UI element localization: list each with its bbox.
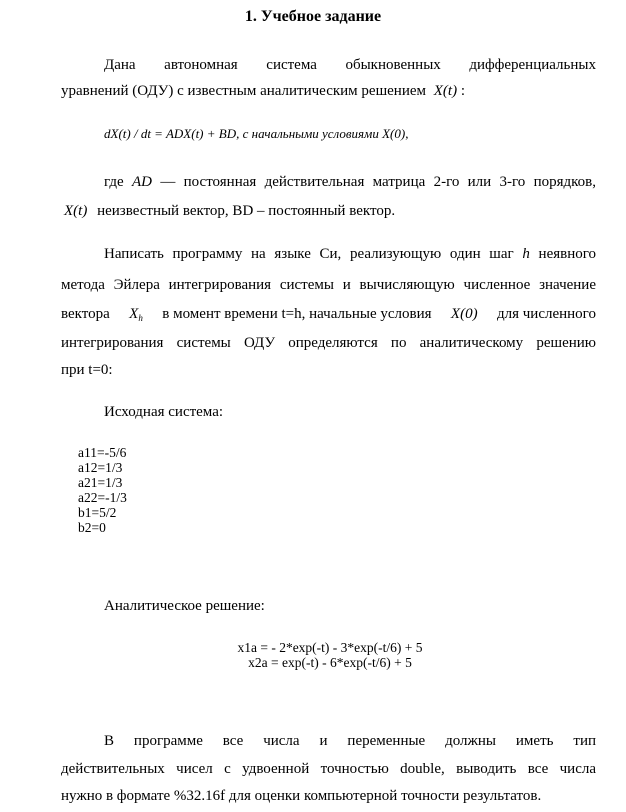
ode-equation-suffix: , bbox=[405, 126, 409, 141]
p3-line1-math: h bbox=[522, 246, 530, 262]
p3-line1-end: неявного bbox=[538, 246, 597, 262]
p3-line4: интегрирования системы ОДУ определяются по аналитическому решению bbox=[61, 335, 596, 351]
coefficients-list bbox=[78, 445, 127, 535]
p3-line3-math bbox=[129, 306, 143, 323]
p3-line3-mid: в момент времени t=h, начальные условия bbox=[162, 306, 432, 322]
p2-line1-math: AD bbox=[132, 174, 153, 190]
p4-line3: нужно в формате %32.16f для оценки компьютерной точности результатов. bbox=[61, 788, 542, 804]
p3-line3-start: вектора bbox=[61, 306, 110, 322]
coefficient-item: a12=1/3 bbox=[78, 460, 123, 475]
p3-line3 bbox=[61, 306, 596, 323]
p3-line3-math-base: X bbox=[129, 306, 139, 322]
p3-line3-math-sub: h bbox=[138, 313, 143, 323]
coefficient-item: a11=-5/6 bbox=[78, 445, 127, 460]
source-system-heading: Исходная система: bbox=[104, 404, 224, 420]
coefficient-item: a22=-1/3 bbox=[78, 490, 127, 505]
p3-line1-start: Написать программу на языке Си, реализующую один шаг bbox=[104, 246, 514, 262]
ode-equation-text: dX(t) / dt = ADX(t) + BD, с начальными условиями X(0) bbox=[104, 126, 406, 141]
p2-line2 bbox=[64, 203, 395, 220]
p1-line2 bbox=[61, 83, 465, 100]
p4-line1: В программе все числа и переменные должны иметь тип bbox=[104, 733, 596, 749]
solution-item: x1a = - 2*exp(-t) - 3*exp(-t/6) + 5 bbox=[237, 640, 423, 655]
p3-line2: метода Эйлера интегрирования системы и вычисляющую численное значение bbox=[61, 277, 596, 293]
p3-line3-end: для численного bbox=[496, 306, 596, 322]
p2-line1 bbox=[104, 174, 596, 191]
p2-line2-math: X(t) bbox=[64, 203, 88, 219]
p1-line1: Дана автономная система обыкновенных дифференциальных bbox=[104, 57, 596, 73]
p3-line5: при t=0: bbox=[61, 362, 113, 378]
ode-equation bbox=[104, 126, 408, 142]
solutions-list bbox=[180, 640, 480, 670]
p2-line1-rest: — постоянная действительная матрица 2-го или 3-го порядков, bbox=[160, 174, 596, 190]
p2-line1-start: где bbox=[104, 174, 124, 190]
coefficient-item: a21=1/3 bbox=[78, 475, 123, 490]
p1-line2-math: X(t) bbox=[433, 83, 458, 99]
page-title: 1. Учебное задание bbox=[244, 8, 382, 25]
solution-item: x2a = exp(-t) - 6*exp(-t/6) + 5 bbox=[248, 655, 412, 670]
p2-line2-rest: неизвестный вектор, BD – постоянный вектор. bbox=[97, 203, 396, 219]
coefficient-item: b1=5/2 bbox=[78, 505, 117, 520]
p3-line3-math2: X(0) bbox=[450, 306, 478, 322]
analytic-solution-heading: Аналитическое решение: bbox=[104, 598, 265, 614]
p4-line2: действительных чисел с удвоенной точностью double, выводить все числа bbox=[61, 761, 596, 777]
p1-line2-text: уравнений (ОДУ) с известным аналитическим решением bbox=[61, 83, 426, 99]
coefficient-item: b2=0 bbox=[78, 520, 106, 535]
p1-line2-end: : bbox=[460, 83, 465, 99]
p3-line1 bbox=[104, 246, 596, 263]
